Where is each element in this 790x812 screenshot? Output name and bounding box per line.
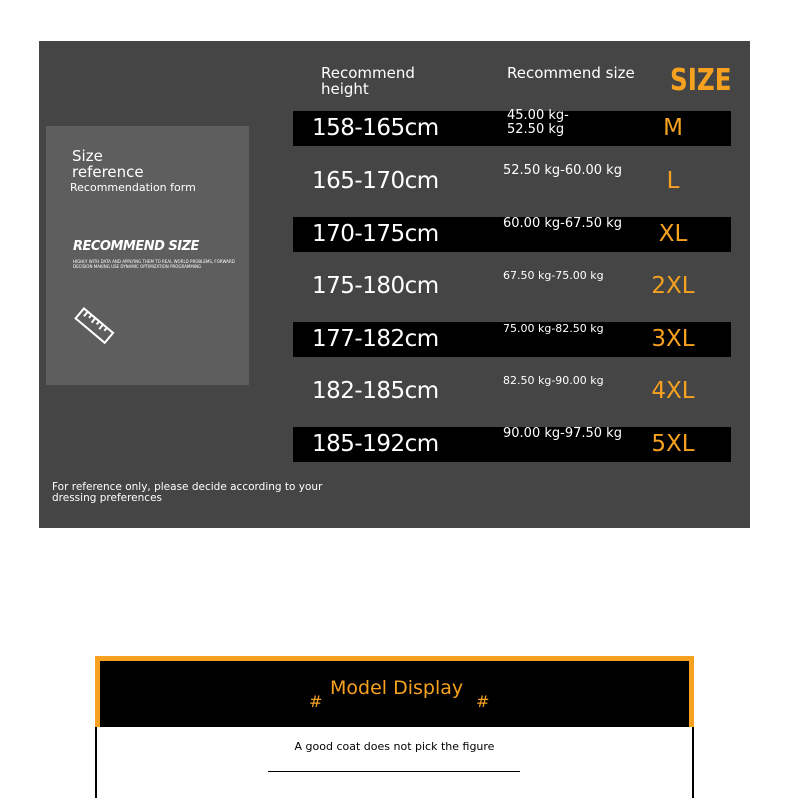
row-height: 175-180cm <box>312 273 439 299</box>
model-display-header <box>100 661 689 727</box>
row-size: 4XL <box>651 378 695 404</box>
size-row <box>293 108 731 146</box>
card-title: Size reference <box>72 147 144 181</box>
row-height: 182-185cm <box>312 378 439 404</box>
row-size: L <box>666 168 680 194</box>
size-chart-panel <box>39 41 750 528</box>
size-reference-card <box>46 126 249 385</box>
row-weight: 45.00 kg-52.50 kg <box>507 108 569 137</box>
size-column-header: SIZE <box>670 63 732 98</box>
size-row <box>293 164 731 199</box>
row-weight: 82.50 kg-90.00 kg <box>503 374 604 387</box>
row-weight: 75.00 kg-82.50 kg <box>503 322 604 335</box>
size-row <box>293 374 731 409</box>
row-weight: 52.50 kg-60.00 kg <box>503 163 622 178</box>
row-height: 165-170cm <box>312 168 439 194</box>
row-size: M <box>663 115 683 141</box>
card-small-text: HIGHLY WITH DATA AND APPLYING THEM TO REAL WORLD PROBLEMS, FORWARD DECISION MAKING USE DYNAMIC OPTIMIZATION PROGRAMMING <box>73 259 235 269</box>
row-size: 5XL <box>651 431 695 457</box>
row-size: XL <box>658 221 688 247</box>
size-row <box>293 322 731 357</box>
hash-left: # <box>309 692 323 711</box>
row-height: 158-165cm <box>312 115 439 141</box>
card-heading: RECOMMEND SIZE <box>73 239 199 254</box>
model-display-title: Model Display <box>330 677 464 699</box>
size-row <box>293 269 731 304</box>
height-column-header: Recommend height <box>321 64 415 98</box>
size-row <box>293 427 731 462</box>
model-display-banner <box>95 656 694 798</box>
size-row <box>293 217 731 252</box>
reference-note: For reference only, please decide according to your dressing preferences <box>52 481 323 504</box>
row-weight: 67.50 kg-75.00 kg <box>503 269 604 282</box>
divider <box>268 771 520 772</box>
card-subtitle: Recommendation form <box>70 181 196 194</box>
hash-right: # <box>476 692 490 711</box>
row-weight: 60.00 kg-67.50 kg <box>503 216 622 231</box>
weight-column-header: Recommend size <box>507 64 635 82</box>
row-weight: 90.00 kg-97.50 kg <box>503 426 622 441</box>
ruler-icon <box>72 304 116 348</box>
row-height: 177-182cm <box>312 326 439 352</box>
row-height: 185-192cm <box>312 431 439 457</box>
model-display-body <box>95 727 694 798</box>
row-size: 3XL <box>651 326 695 352</box>
model-display-subtitle: A good coat does not pick the figure <box>294 740 495 753</box>
row-height: 170-175cm <box>312 221 439 247</box>
row-size: 2XL <box>651 273 695 299</box>
